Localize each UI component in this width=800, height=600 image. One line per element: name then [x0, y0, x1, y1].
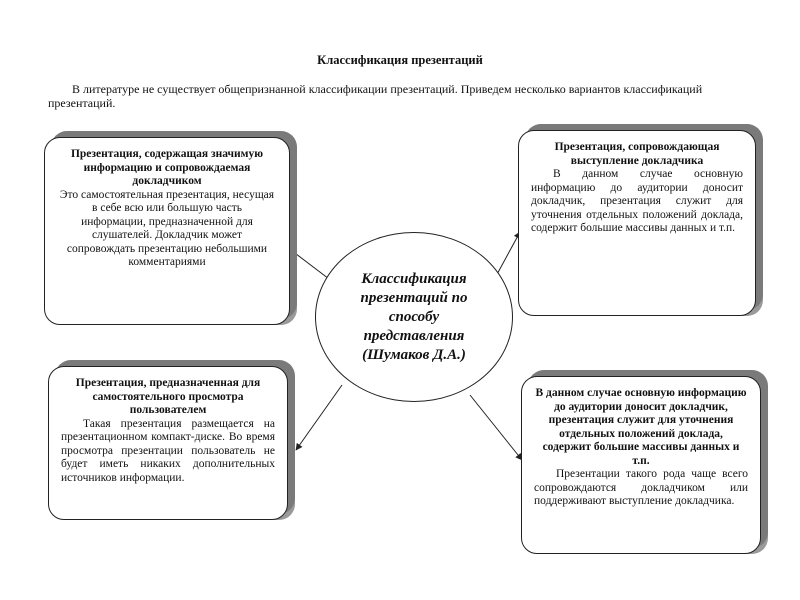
box-bottom-left-heading: Презентация, предназначенная для самостоятельного просмотра пользователем	[75, 377, 261, 416]
intro-paragraph: В литературе не существует общепризнанной классификации презентаций. Приведем несколько вариантов классификаций презентаций.	[48, 82, 703, 110]
box-bottom-right-text: Презентации такого рода чаще всего сопровождаются докладчиком или поддерживают выступление докладчика.	[534, 468, 748, 507]
box-top-right	[518, 130, 756, 316]
box-bottom-left-text: Такая презентация размещается на презентационном компакт-диске. Во время просмотра презентации пользователь не будет иметь никаких дополнительных источников информации.	[61, 417, 275, 484]
box-top-right-text: В данном случае основную информацию до аудитории доносит докладчик, презентация служит для уточнения отдельных положений доклада, содержит большие массивы данных и т.п.	[531, 168, 743, 234]
center-label: Классификация презентаций по способу представления (Шумаков Д.А.)	[360, 270, 468, 363]
box-bottom-right	[521, 376, 761, 554]
box-top-right-heading: Презентация, сопровождающая выступление докладчика	[554, 141, 720, 167]
box-top-left	[44, 137, 290, 325]
page-title: Классификация презентаций	[317, 53, 483, 67]
box-bottom-left	[48, 366, 288, 520]
arrow-top-right	[495, 232, 520, 278]
arrow-bottom-right	[470, 395, 522, 460]
box-top-left-heading: Презентация, содержащая значимую информацию и сопровождаемая докладчиком	[70, 148, 264, 187]
box-top-left-text: Это самостоятельная презентация, несущая в себе всю или большую часть информации, предназначенной для слушателей. Докладчик может сопровождать презентацию небольшими комментариями	[59, 188, 275, 268]
box-bottom-right-heading: В данном случае основную информацию до аудитории доносит докладчик, презентация служит для уточнения отдельных положений доклада, содержит большие массивы данных и т.п.	[535, 387, 747, 467]
center-ellipse	[315, 232, 513, 402]
arrow-bottom-left	[296, 385, 342, 450]
